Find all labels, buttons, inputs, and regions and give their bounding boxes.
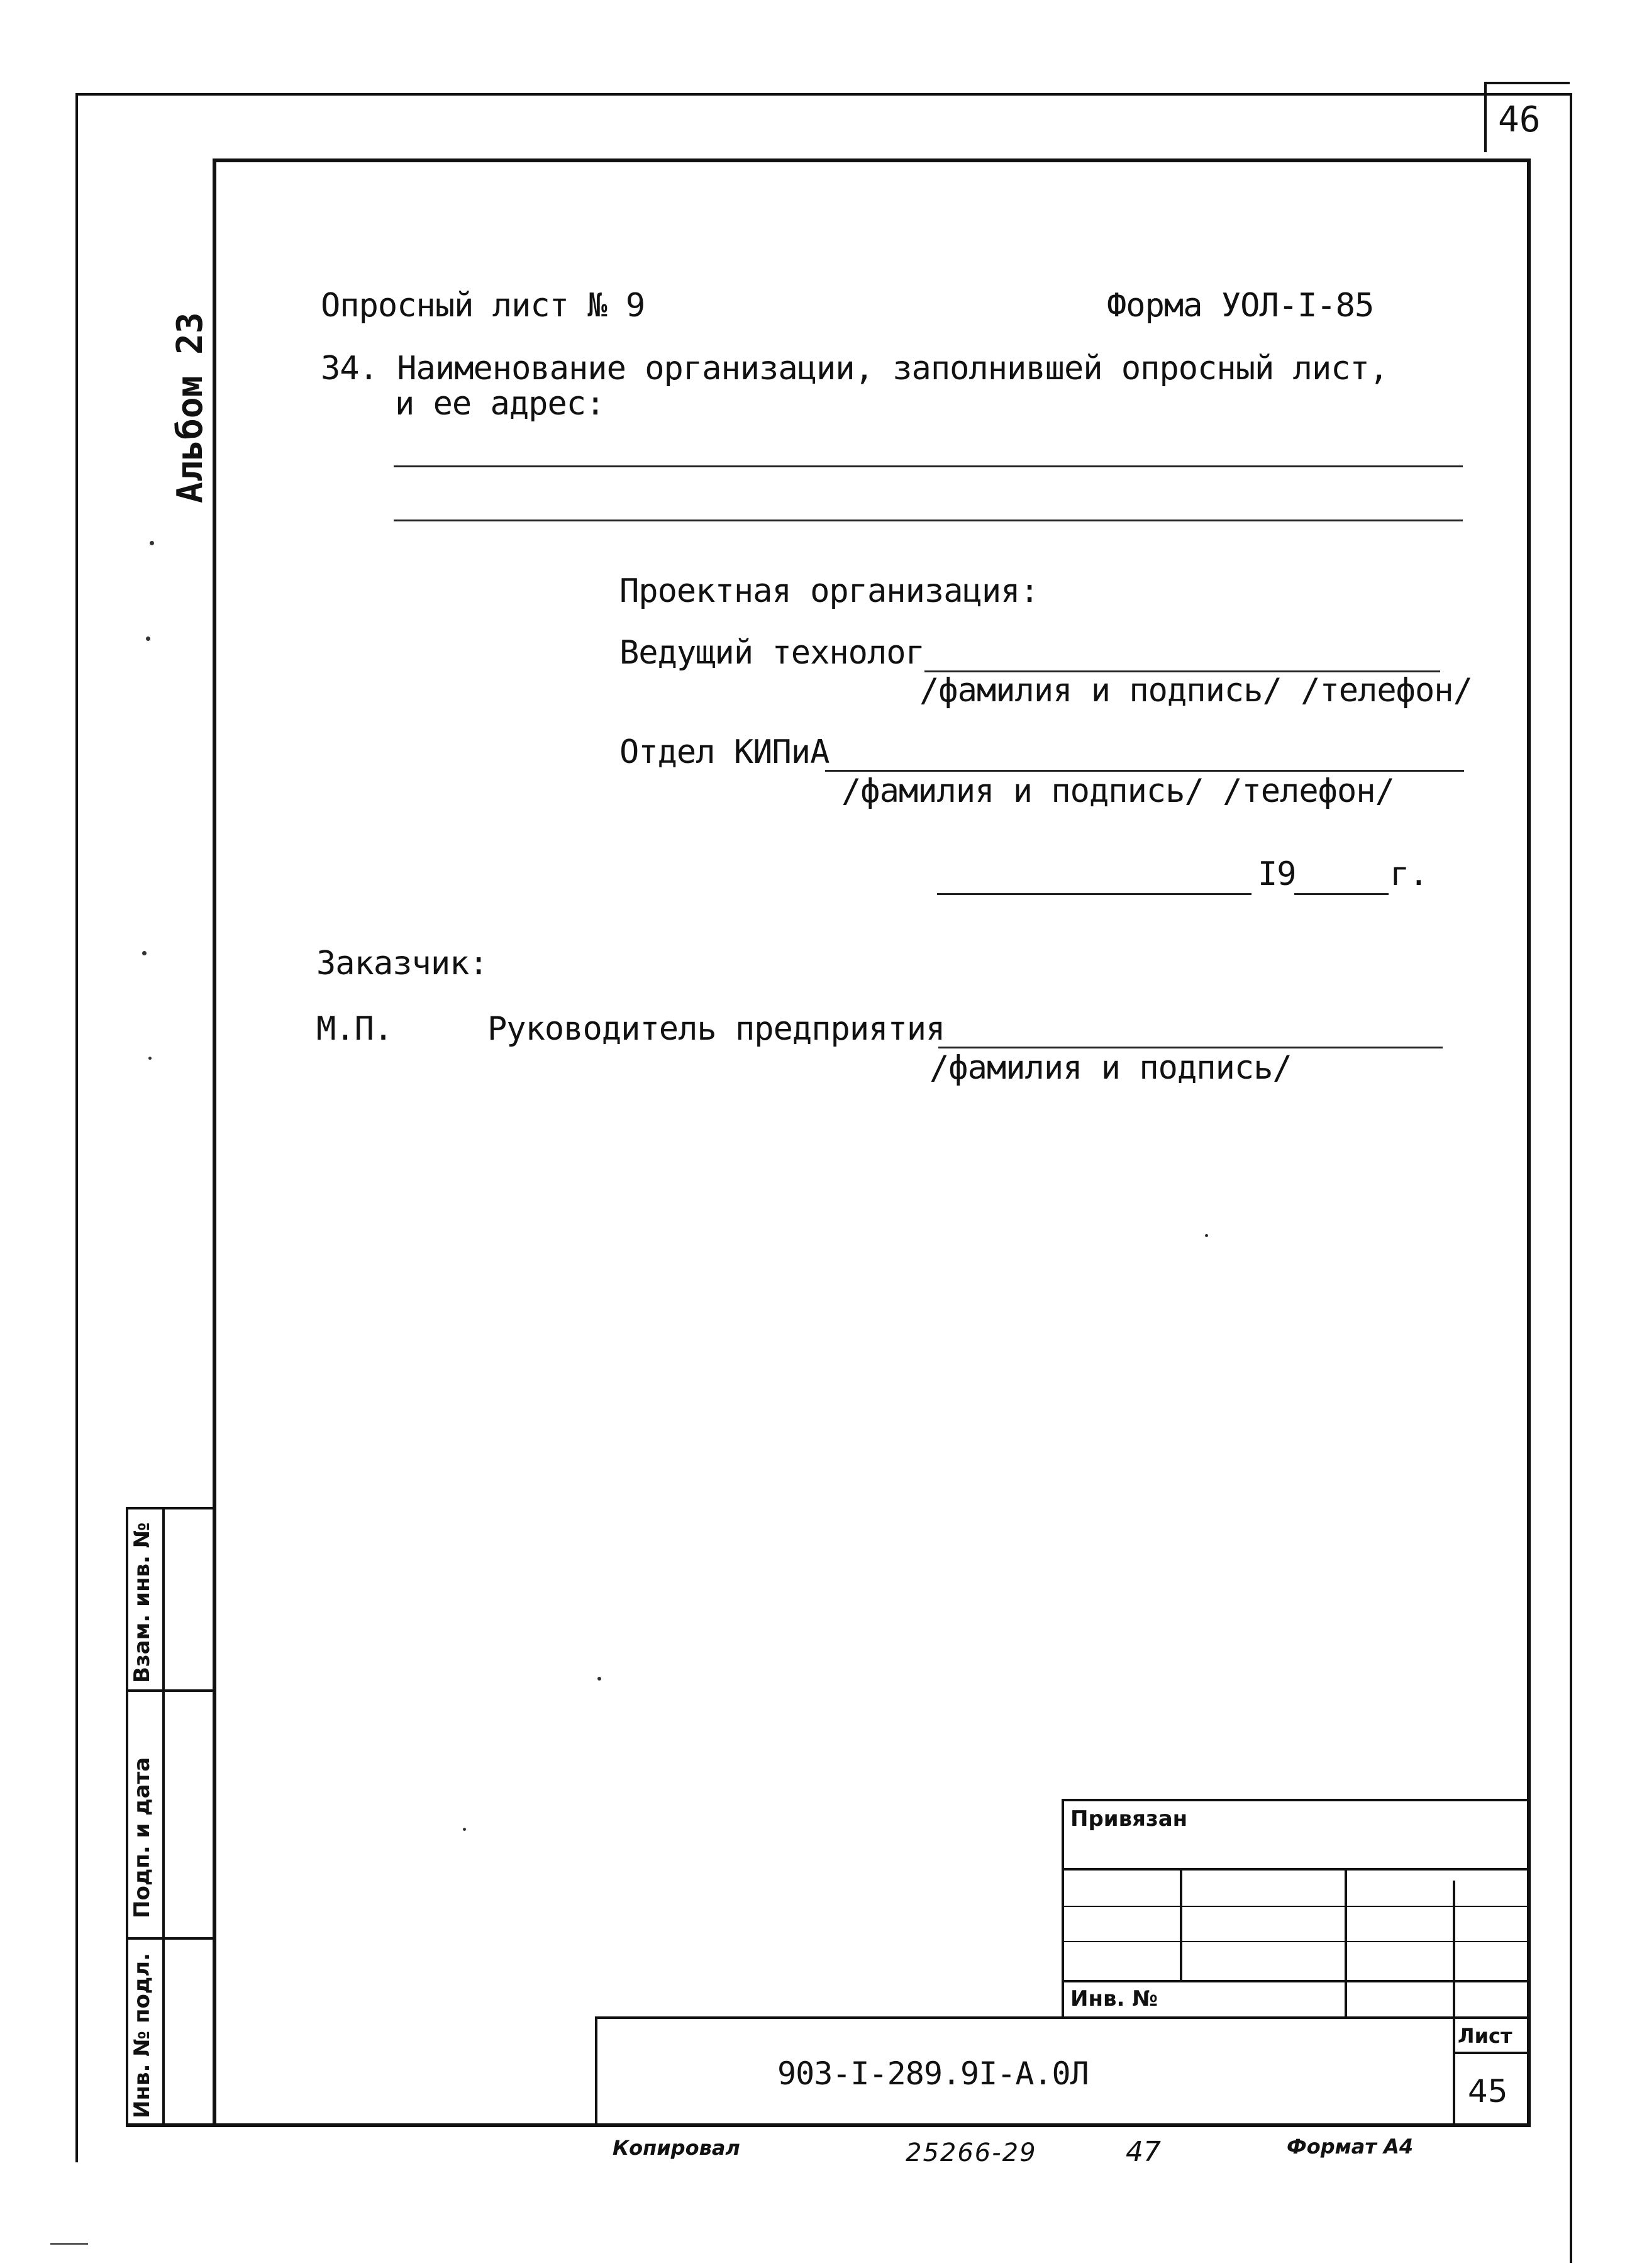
- binding-row-line-3: [1062, 1941, 1529, 1942]
- year-suffix: г.: [1390, 855, 1428, 893]
- lead-technologist-caption: /фамилия и подпись/ /телефон/: [919, 672, 1472, 709]
- side-stamp-podp-data: Подп. и дата: [130, 1757, 155, 1918]
- customer-heading: Заказчик:: [316, 945, 488, 982]
- binding-col-line-3: [1453, 1881, 1455, 2019]
- kipia-caption: /фамилия и подпись/ /телефон/: [841, 772, 1394, 810]
- side-stamp-inv-podl: Инв. № подл.: [130, 1952, 155, 2118]
- page-hand-number: 47: [1126, 2136, 1161, 2168]
- inv-no-label: Инв. №: [1070, 1986, 1158, 2011]
- address-line-2: [394, 520, 1463, 521]
- page-number: 46: [1498, 99, 1541, 140]
- order-number: 25266-29: [906, 2138, 1037, 2167]
- album-label: Альбом 23: [170, 312, 211, 503]
- frame-top-border: [213, 158, 1529, 162]
- sheet-label: Лист: [1458, 2024, 1512, 2048]
- copied-label: Копировал: [613, 2136, 740, 2160]
- document-code: 903-I-289.9I-A.0Л: [777, 2055, 1089, 2092]
- sheet-cell-divider: [1453, 2016, 1455, 2127]
- kipia-label: Отдел КИПиА: [619, 733, 830, 771]
- item-34-line2: и ее адрес:: [395, 385, 605, 423]
- sheet-cell-line: [1453, 2052, 1529, 2054]
- outer-top-border: [75, 93, 1570, 96]
- lead-technologist-label: Ведущий технолог: [619, 634, 924, 672]
- scan-dot: [150, 541, 154, 545]
- scan-dot: [597, 1677, 601, 1681]
- year-prefix: I9: [1258, 855, 1296, 893]
- item-34-line1: 34. Наименование организации, заполнившей опросный лист,: [321, 350, 1389, 387]
- outer-left-border: [75, 93, 78, 2162]
- binding-row-line-1: [1062, 1868, 1529, 1871]
- scan-edge-mark: [50, 2243, 88, 2245]
- kipia-signature-line: [825, 770, 1464, 772]
- stamp-mark: М.П.: [316, 1010, 393, 1048]
- scan-dot: [142, 951, 147, 955]
- side-stamp-divider-vertical: [162, 1507, 165, 2126]
- enterprise-head-caption: /фамилия и подпись/: [929, 1049, 1292, 1087]
- address-line-1: [394, 465, 1463, 467]
- sheet-number: 45: [1468, 2073, 1508, 2110]
- side-stamp-divider-2: [126, 1937, 214, 1940]
- format-label: Формат А4: [1287, 2135, 1414, 2159]
- scan-dot: [146, 636, 150, 641]
- binding-col-line-2: [1345, 1868, 1347, 2019]
- side-stamp-vzam-inv: Взам. инв. №: [130, 1522, 155, 1683]
- year-line: [1294, 893, 1389, 895]
- binding-col-line-1: [1180, 1868, 1182, 1980]
- binding-row-line-2: [1062, 1906, 1529, 1907]
- binding-label: Привязан: [1070, 1806, 1188, 1832]
- side-stamp-divider-1: [126, 1689, 214, 1692]
- enterprise-head-label: Руководитель предприятия: [487, 1010, 945, 1048]
- date-line: [937, 893, 1251, 895]
- outer-right-border: [1570, 93, 1572, 2263]
- binding-row-line-4: [1062, 1980, 1529, 1982]
- design-org-heading: Проектная организация:: [619, 572, 1039, 610]
- scan-dot: [463, 1828, 466, 1831]
- enterprise-head-signature-line: [938, 1047, 1443, 1048]
- questionnaire-title: Опросный лист № 9: [321, 287, 645, 325]
- scan-dot: [1205, 1234, 1208, 1237]
- form-code: Форма УОЛ-I-85: [1107, 287, 1374, 325]
- scan-dot: [148, 1057, 152, 1060]
